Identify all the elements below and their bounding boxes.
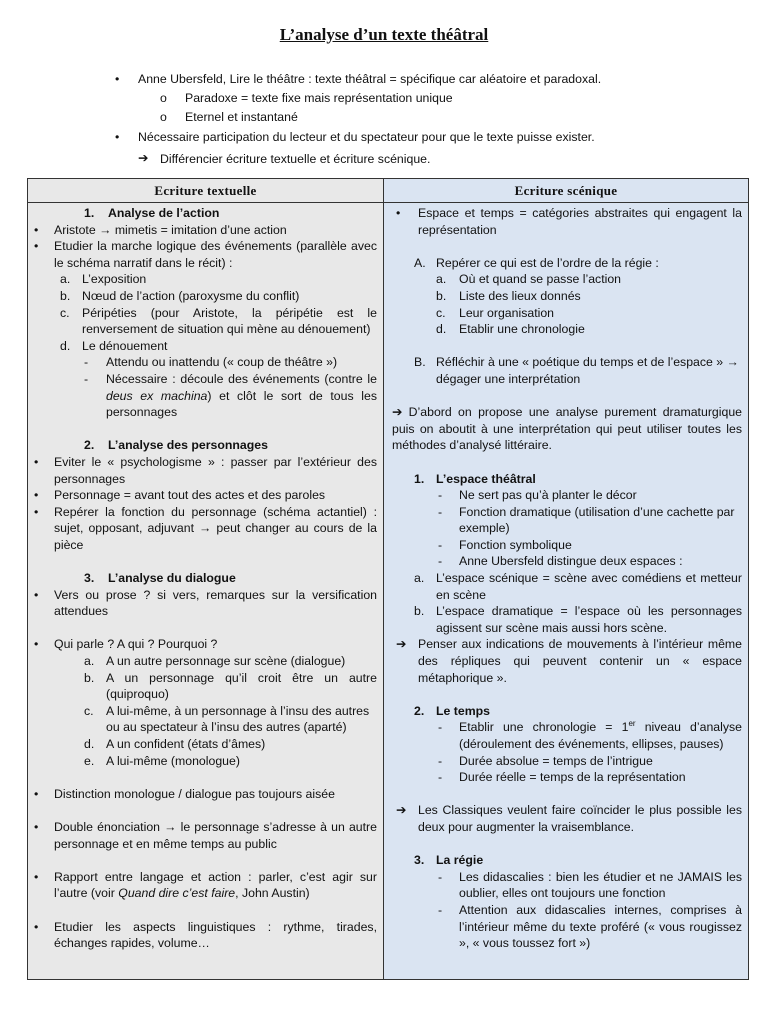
page-title: L’analyse d’un texte théâtral [279,25,489,44]
list-item: • Rapport entre langage et action : parler, c’est agir sur l’autre (voir Quand dire c’est faire, John Austin) [34,869,377,901]
section-heading: 2. Le temps [414,703,490,718]
arrow-paragraph: ➔ Penser aux indications de mouvements à l’intérieur même des répliques qui peuvent contenir un « espace métaphorique ». [396,637,742,685]
list-item: b. L’espace dramatique = l’espace où les personnages agissent sur scène mais aussi hors scène. [414,604,742,635]
list-item: - Attendu ou inattendu (« coup de théâtre ») [84,355,338,370]
list-item: • Qui parle ? A qui ? Pourquoi ? [34,637,218,652]
comparison-table [27,178,749,980]
list-item: c. A lui-même, à un personnage à l’insu des autres ou au spectateur à l’insu des autres (aparté) [84,703,370,735]
section-heading: 1. Analyse de l’action [84,206,220,220]
list-item: e. A lui-même (monologue) [84,753,240,768]
list-item: • Eviter le « psychologisme » : passer par l’extérieur des personnages [34,454,377,486]
list-item: a. A un autre personnage sur scène (dialogue) [84,654,346,669]
list-item: • Etudier les aspects linguistiques : rythme, tirades, échanges rapides, volume… [34,919,377,951]
left-column-header: Ecriture textuelle [28,179,384,203]
list-item: a. Où et quand se passe l’action [436,272,622,287]
section-heading: 3. L’analyse du dialogue [84,571,236,586]
section-heading: 2. L’analyse des personnages [84,438,268,453]
section-heading: 3. La régie [414,853,484,868]
list-item: • Double énonciation → le personnage s’adresse à un autre personnage et en même temps au public [34,819,377,851]
intro-line-1: Anne Ubersfeld, Lire le théâtre : texte théâtral = spécifique car aléatoire et paradoxal. [138,72,602,86]
list-item: B. Réfléchir à une « poétique du temps et de l’espace » → dégager une interprétation [414,355,739,386]
list-item: - Fonction dramatique (utilisation d’une cachette par exemple) [438,504,735,536]
arrow-icon: ➔ [138,151,149,165]
arrow-icon: ➔ [392,405,403,420]
list-item: • Espace et temps = catégories abstraites qui engagent la représentation [396,206,742,237]
arrow-paragraph: ➔ Les Classiques veulent faire coïncider le plus possible les deux pour augmenter la vraisemblance. [396,803,742,834]
right-column-header: Ecriture scénique [384,179,749,203]
list-item: d. Le dénouement [60,338,168,353]
list-item: d. Etablir une chronologie [436,322,585,337]
list-item: • Distinction monologue / dialogue pas toujours aisée [34,786,335,801]
left-column [28,203,384,980]
arrow-paragraph: ➔ D’abord on propose une analyse purement dramaturgique puis on aboutit à une interprétation qui peut utiliser toutes les méthodes d’analysé littéraire. [392,405,742,453]
list-item: - Etablir une chronologie = 1er niveau d’analyse (déroulement des événements, ellipses, pauses) [438,719,743,751]
list-item: c. Leur organisation [436,305,555,320]
list-item: b. Nœud de l’action (paroxysme du conflit) [60,288,300,303]
list-item: - Fonction symbolique [438,537,572,552]
intro-subline-1: Paradoxe = texte fixe mais représentation unique [185,91,453,105]
list-item: • Aristote → mimetis = imitation d’une action [34,222,287,237]
list-item: b. A un personnage qu’il croit être un autre (quiproquo) [84,670,377,702]
bullet-marker: • [115,130,120,144]
list-item: b. Liste des lieux donnés [436,288,581,303]
circle-marker: o [160,91,167,105]
list-item: a. L’espace scénique = scène avec comédiens et metteur en scène [414,571,742,602]
list-item: a. L’exposition [60,272,147,287]
right-column [384,203,749,980]
list-item: - Anne Ubersfeld distingue deux espaces : [438,554,683,569]
list-item: - Nécessaire : découle des événements (contre le deus ex machina) et clôt le sort de tous les personnages [84,371,377,420]
intro-arrow-line: Différencier écriture textuelle et écriture scénique. [160,152,431,166]
list-item: • Etudier la marche logique des événements (parallèle avec le schéma narratif dans le récit) : [34,239,377,270]
arrow-icon: ➔ [396,803,407,818]
bullet-marker: • [115,72,120,86]
list-item: - Attention aux didascalies internes, comprises à l’intérieur même du texte proféré (« vous rougissez », « vous toussez fort ») [438,902,742,951]
list-item: - Durée absolue = temps de l’intrigue [438,753,653,768]
list-item: c. Péripéties (pour Aristote, la péripétie est le renversement de situation qui mène au dénouement) [60,305,377,337]
list-item: - Ne sert pas qu’à planter le décor [438,488,637,503]
list-item: • Vers ou prose ? si vers, remarques sur la versification attendues [34,587,377,619]
circle-marker: o [160,110,167,124]
list-item: A. Repérer ce qui est de l’ordre de la régie : [414,255,659,270]
intro-line-2: Nécessaire participation du lecteur et du spectateur pour que le texte puisse exister. [138,130,595,144]
arrow-icon: ➔ [396,637,407,652]
list-item: d. A un confident (états d’âmes) [84,737,266,751]
list-item: - Durée réelle = temps de la représentation [438,770,686,785]
list-item: • Repérer la fonction du personnage (schéma actantiel) : sujet, opposant, adjuvant → peut changer au cours de la pièce [34,504,377,552]
list-item: - Les didascalies : bien les étudier et ne JAMAIS les oublier, elles ont toujours une fonction [438,869,742,901]
section-heading: 1. L’espace théâtral [414,471,536,486]
list-item: • Personnage = avant tout des actes et des paroles [34,488,326,503]
intro-subline-2: Eternel et instantané [185,110,298,124]
